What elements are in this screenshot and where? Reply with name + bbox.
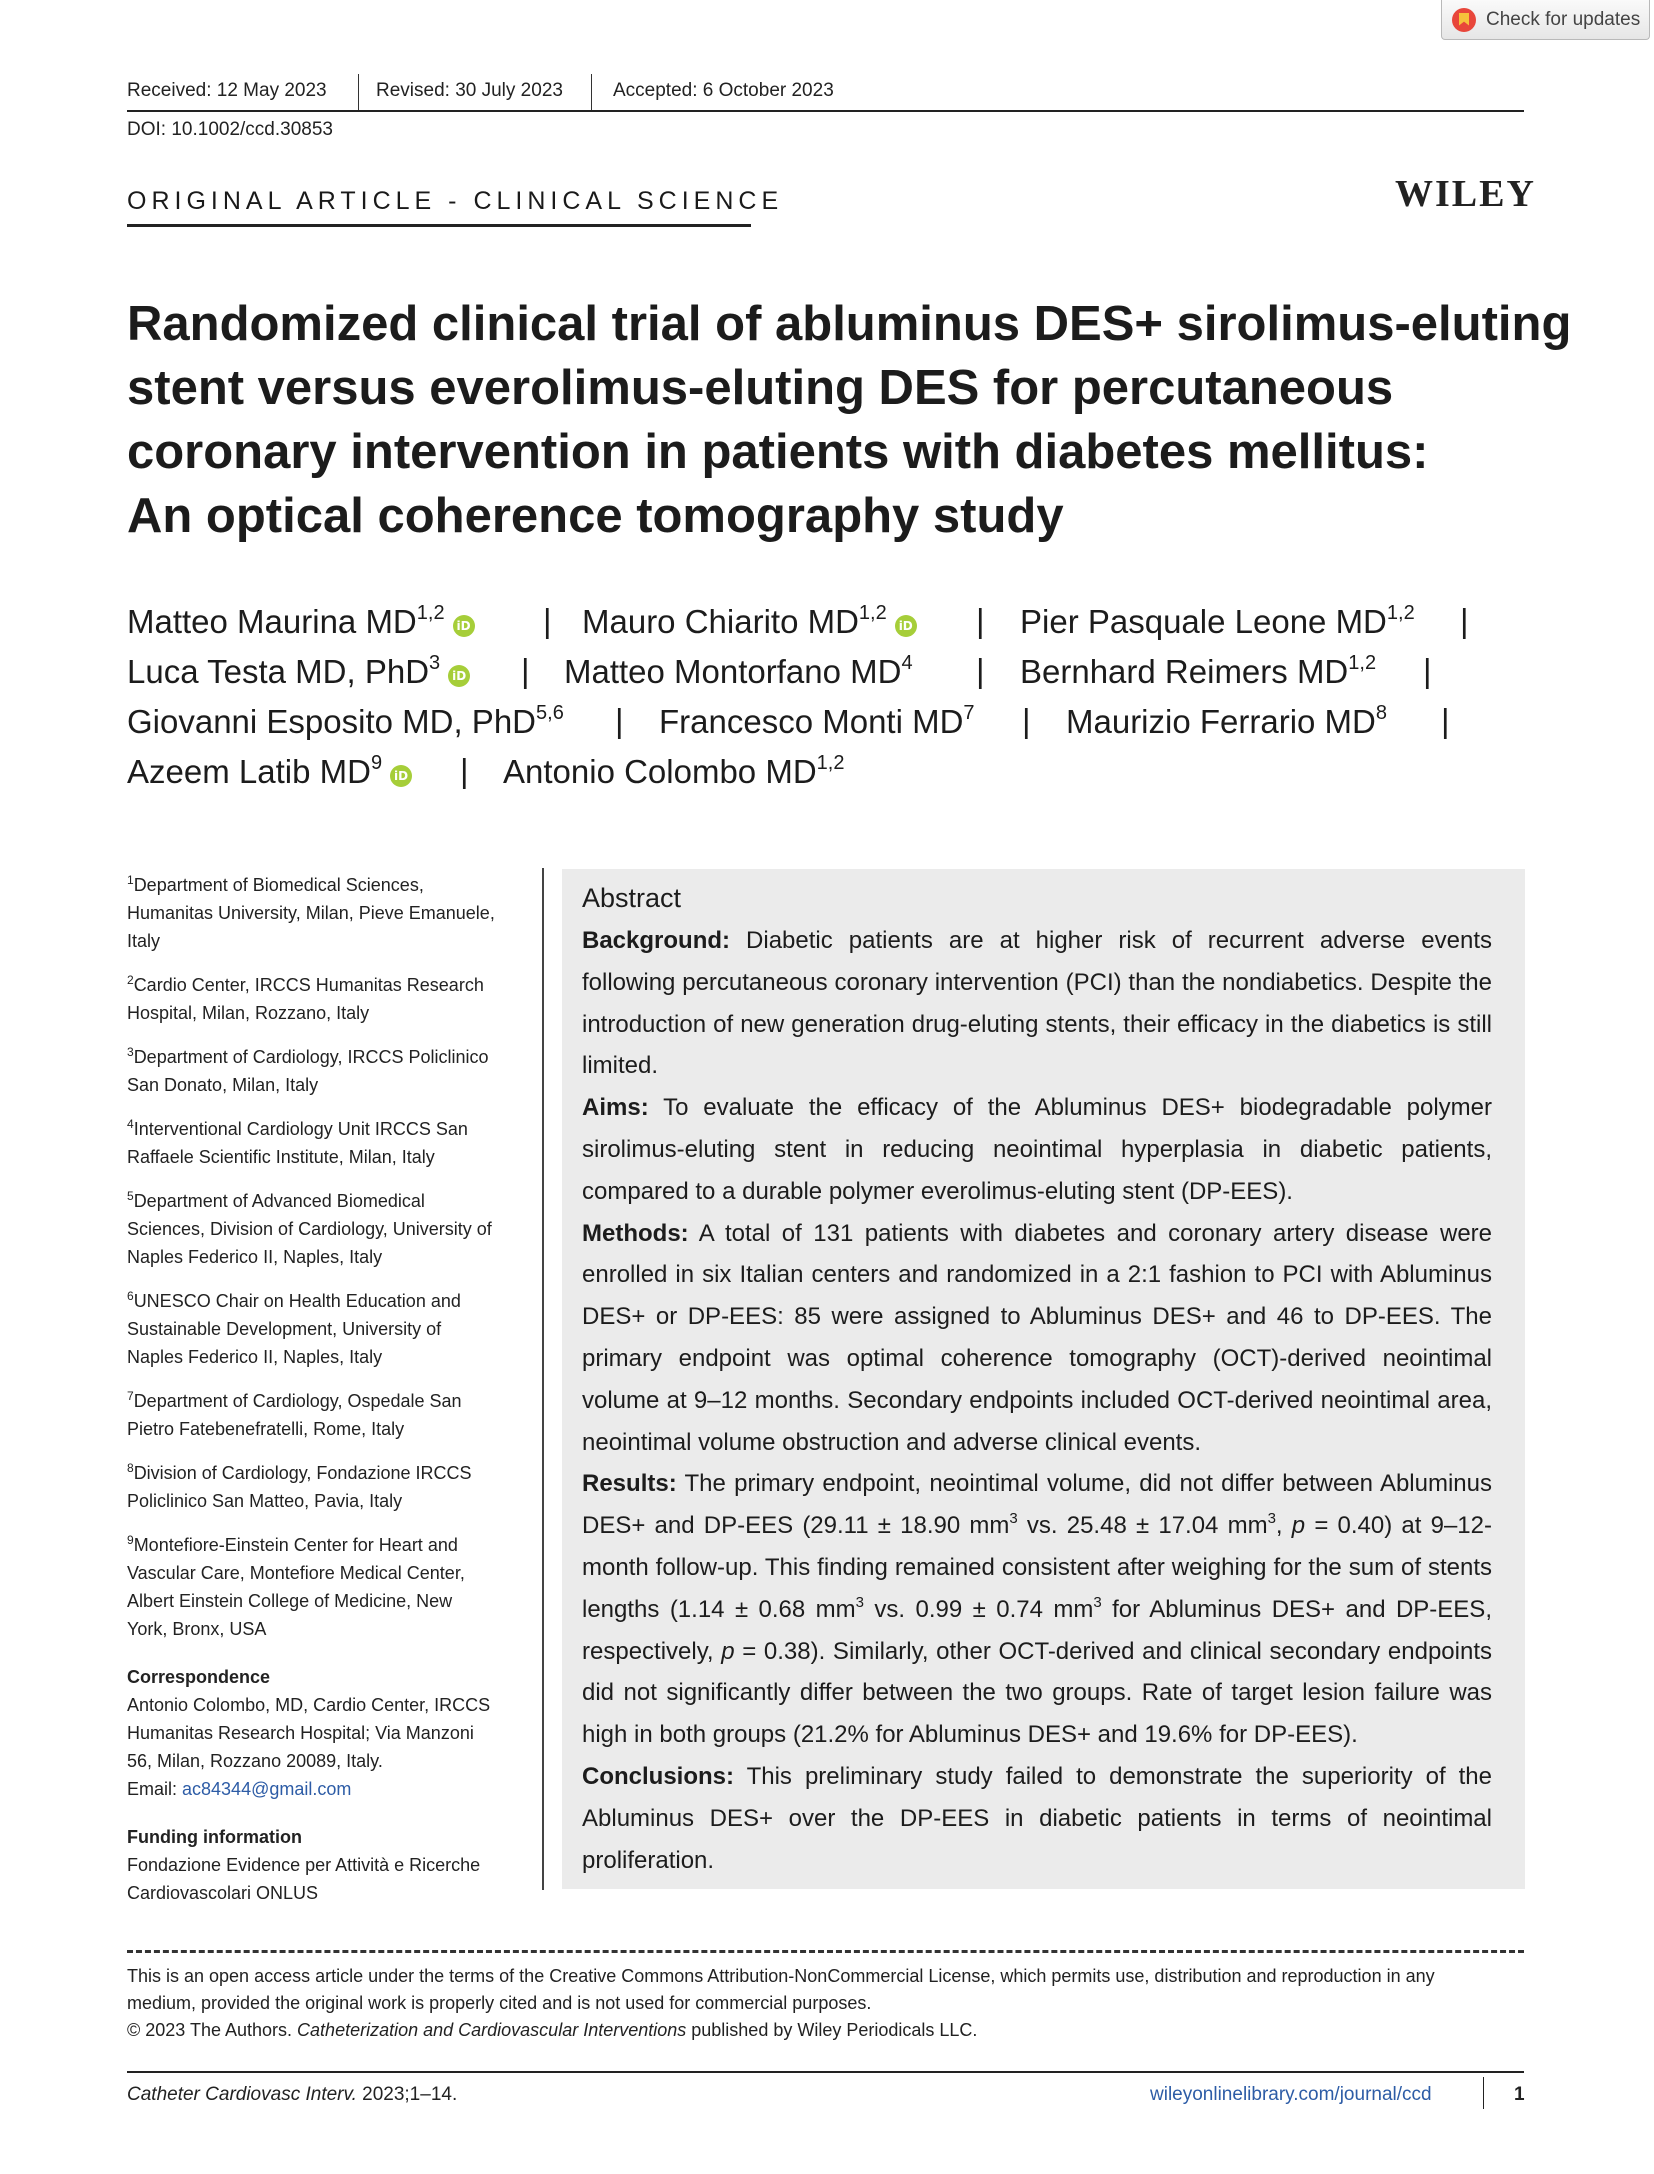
- funding-heading: Funding information: [127, 1827, 302, 1847]
- affiliation: $^8$Division of Cardiology, Fondazione IRCCS Policlinico San Matteo, Pavia, Italy: [127, 1461, 472, 1511]
- abstract-box: [562, 869, 1525, 1889]
- date-separator: [358, 74, 359, 110]
- author[interactable]: Azeem Latib $MD^9iD$: [127, 752, 412, 791]
- author-separator: |: [460, 752, 469, 789]
- check-for-updates-button[interactable]: [1441, 0, 1650, 40]
- orcid-icon[interactable]: iD: [453, 615, 475, 637]
- received-date: Received: 12 May 2023: [127, 80, 327, 101]
- author-separator: |: [976, 652, 985, 689]
- orcid-icon[interactable]: iD: [448, 665, 470, 687]
- affiliation: $^2$Cardio Center, IRCCS Humanitas Research Hospital, Milan, Rozzano, Italy: [127, 973, 484, 1023]
- correspondence: Antonio Colombo, MD, Cardio Center, IRCCS Humanitas Research Hospital; Via Manzoni 56, Milan, Rozzano 20089, Italy. Email: ac84344@gmail.com: [127, 1695, 491, 1799]
- footer-citation: Catheter Cardiovasc Interv. 2023;1–14.: [127, 2084, 458, 2105]
- page-number: 1: [1514, 2084, 1525, 2105]
- funding-info: Fondazione Evidence per Attività e Ricerche Cardiovascolari ONLUS: [127, 1855, 481, 1903]
- correspondence-heading: Correspondence: [127, 1667, 271, 1687]
- title-line: coronary intervention in patients with diabetes mellitus:: [127, 425, 1429, 479]
- author[interactable]: Antonio Colombo MD$^{1,2}$: [503, 752, 845, 790]
- affiliation: $^1$Department of Biomedical Sciences, Humanitas University, Milan, Pieve Emanuele, Italy: [127, 873, 495, 951]
- abstract-background: Background: Diabetic patients are at higher risk of recurrent adverse events following percutaneous coronary intervention (PCI) than the nondiabetics. Despite the introduction of new generation drug-eluting stents, their efficacy in the diabetics is still limited.: [582, 927, 1492, 1080]
- license-notice: This is an open access article under the terms of the Creative Commons Attribution-NonCommercial License, which permits use, distribution and reproduction in any medium, provided the original work is properly cited and is not used for commercial purposes. © 2023 The Authors. Catheterization and Cardiovascular Interventions published by Wiley Periodicals LLC.: [127, 1966, 1435, 2040]
- author-separator: |: [1441, 702, 1450, 739]
- article-type-rule: [127, 224, 751, 227]
- date-separator: [591, 74, 592, 110]
- license-divider: [127, 1950, 1524, 1953]
- author[interactable]: Pier Pasquale Leone MD$^{1,2}$: [1020, 602, 1415, 640]
- footer-rule: [127, 2071, 1524, 2073]
- column-divider: [542, 868, 544, 1890]
- article-dates: [127, 74, 1527, 110]
- header-rule: [127, 110, 1524, 112]
- revised-date: Revised: 30 July 2023: [376, 80, 563, 101]
- author[interactable]: Matteo Montorfano $MD^4$: [564, 652, 913, 690]
- abstract-results: Results: The primary endpoint, neointimal volume, did not differ between Abluminus DES+ and DP-EES (29.11 ± 18.90 $mm^3$ vs. 25.48 ± 17.04 $mm^3$, p = 0.40) at 9–12-month follow-up. This finding remained consistent after weighing for the sum of stents lengths (1.14 ± 0.68 $mm^3$ vs. 0.99 ± 0.74 $mm^3$ for Abluminus DES+ and DP-EES, respectively, p = 0.38). Similarly, other OCT-derived and clinical secondary endpoints did not significantly differ between the two groups. Rate of target lesion failure was high in both groups (21.2% for Abluminus DES+ and 19.6% for DP-EES).: [582, 1470, 1492, 1749]
- abstract-heading: Abstract: [582, 883, 682, 913]
- affiliation: $^5$Department of Advanced Biomedical Sciences, Division of Cardiology, University of Naples Federico II, Naples, Italy: [127, 1189, 492, 1267]
- affiliations: [127, 866, 537, 1907]
- doi[interactable]: DOI: 10.1002/ccd.30853: [127, 119, 333, 140]
- author-separator: |: [1022, 702, 1031, 739]
- orcid-icon[interactable]: iD: [390, 765, 412, 787]
- bookmark-icon: [1452, 8, 1476, 32]
- publisher-logo: WILEY: [1395, 173, 1536, 215]
- abstract-conclusions: Conclusions: This preliminary study failed to demonstrate the superiority of the Abluminus DES+ over the DP-EES in diabetic patients in terms of neointimal proliferation.: [582, 1762, 1492, 1874]
- author[interactable]: Francesco Monti $MD^7$: [659, 702, 975, 740]
- title-line: An optical coherence tomography study: [127, 489, 1064, 543]
- affiliation: $^6$UNESCO Chair on Health Education and Sustainable Development, University of Naples Federico II, Naples, Italy: [127, 1289, 461, 1367]
- abstract-aims: Aims: To evaluate the efficacy of the Abluminus DES+ biodegradable polymer sirolimus-eluting stent in reducing neointimal hyperplasia in diabetic patients, compared to a durable polymer everolimus-eluting stent (DP-EES).: [582, 1094, 1492, 1205]
- author-separator: |: [615, 702, 624, 739]
- article-title: [127, 292, 1572, 548]
- footer-separator: [1483, 2077, 1484, 2109]
- email-link[interactable]: ac84344@gmail.com: [182, 1779, 352, 1799]
- abstract-methods: Methods: A total of 131 patients with diabetes and coronary artery disease were enrolled in six Italian centers and randomized in a 2:1 fashion to PCI with Abluminus DES+ or DP-EES: 85 were assigned to Abluminus DES+ and 46 to DP-EES. The primary endpoint was optimal coherence tomography (OCT)-derived neointimal volume at 9–12 months. Secondary endpoints included OCT-derived neointimal area, neointimal volume obstruction and adverse clinical events.: [582, 1219, 1492, 1456]
- affiliation: $^4$Interventional Cardiology Unit IRCCS San Raffaele Scientific Institute, Milan, Italy: [127, 1117, 468, 1167]
- author[interactable]: Bernhard Reimers MD$^{1,2}$: [1020, 652, 1377, 690]
- affiliation: $^9$Montefiore-Einstein Center for Heart and Vascular Care, Montefiore Medical Center, Albert Einstein College of Medicine, New York, Bronx, USA: [127, 1533, 465, 1639]
- author-separator: |: [1423, 652, 1432, 689]
- affiliation: $^3$Department of Cardiology, IRCCS Policlinico San Donato, Milan, Italy: [127, 1045, 489, 1095]
- author[interactable]: Maurizio Ferrario $MD^8$: [1066, 702, 1387, 740]
- affiliation: $^7$Department of Cardiology, Ospedale San Pietro Fatebenefratelli, Rome, Italy: [127, 1389, 462, 1439]
- check-for-updates-label: Check for updates: [1486, 8, 1641, 30]
- author-separator: |: [1460, 602, 1469, 639]
- orcid-icon[interactable]: iD: [895, 615, 917, 637]
- author[interactable]: Giovanni Esposito MD, PhD$^{5,6}$: [127, 702, 564, 740]
- author-separator: |: [543, 602, 552, 639]
- title-line: stent versus everolimus-eluting DES for percutaneous: [127, 361, 1394, 415]
- accepted-date: Accepted: 6 October 2023: [613, 80, 834, 101]
- author[interactable]: Matteo Maurina MD$^{1,2}$iD: [127, 602, 475, 641]
- author-separator: |: [976, 602, 985, 639]
- author[interactable]: Luca Testa MD, PhD$^3$iD: [127, 652, 470, 691]
- journal-url-link[interactable]: wileyonlinelibrary.com/journal/ccd: [1150, 2084, 1432, 2105]
- author-separator: |: [521, 652, 530, 689]
- author[interactable]: Mauro Chiarito MD$^{1,2}$iD: [582, 602, 917, 641]
- title-line: Randomized clinical trial of abluminus DES+ sirolimus-eluting: [127, 297, 1572, 351]
- abstract-body: [582, 920, 1492, 1881]
- article-type-label: ORIGINAL ARTICLE - CLINICAL SCIENCE: [127, 187, 784, 215]
